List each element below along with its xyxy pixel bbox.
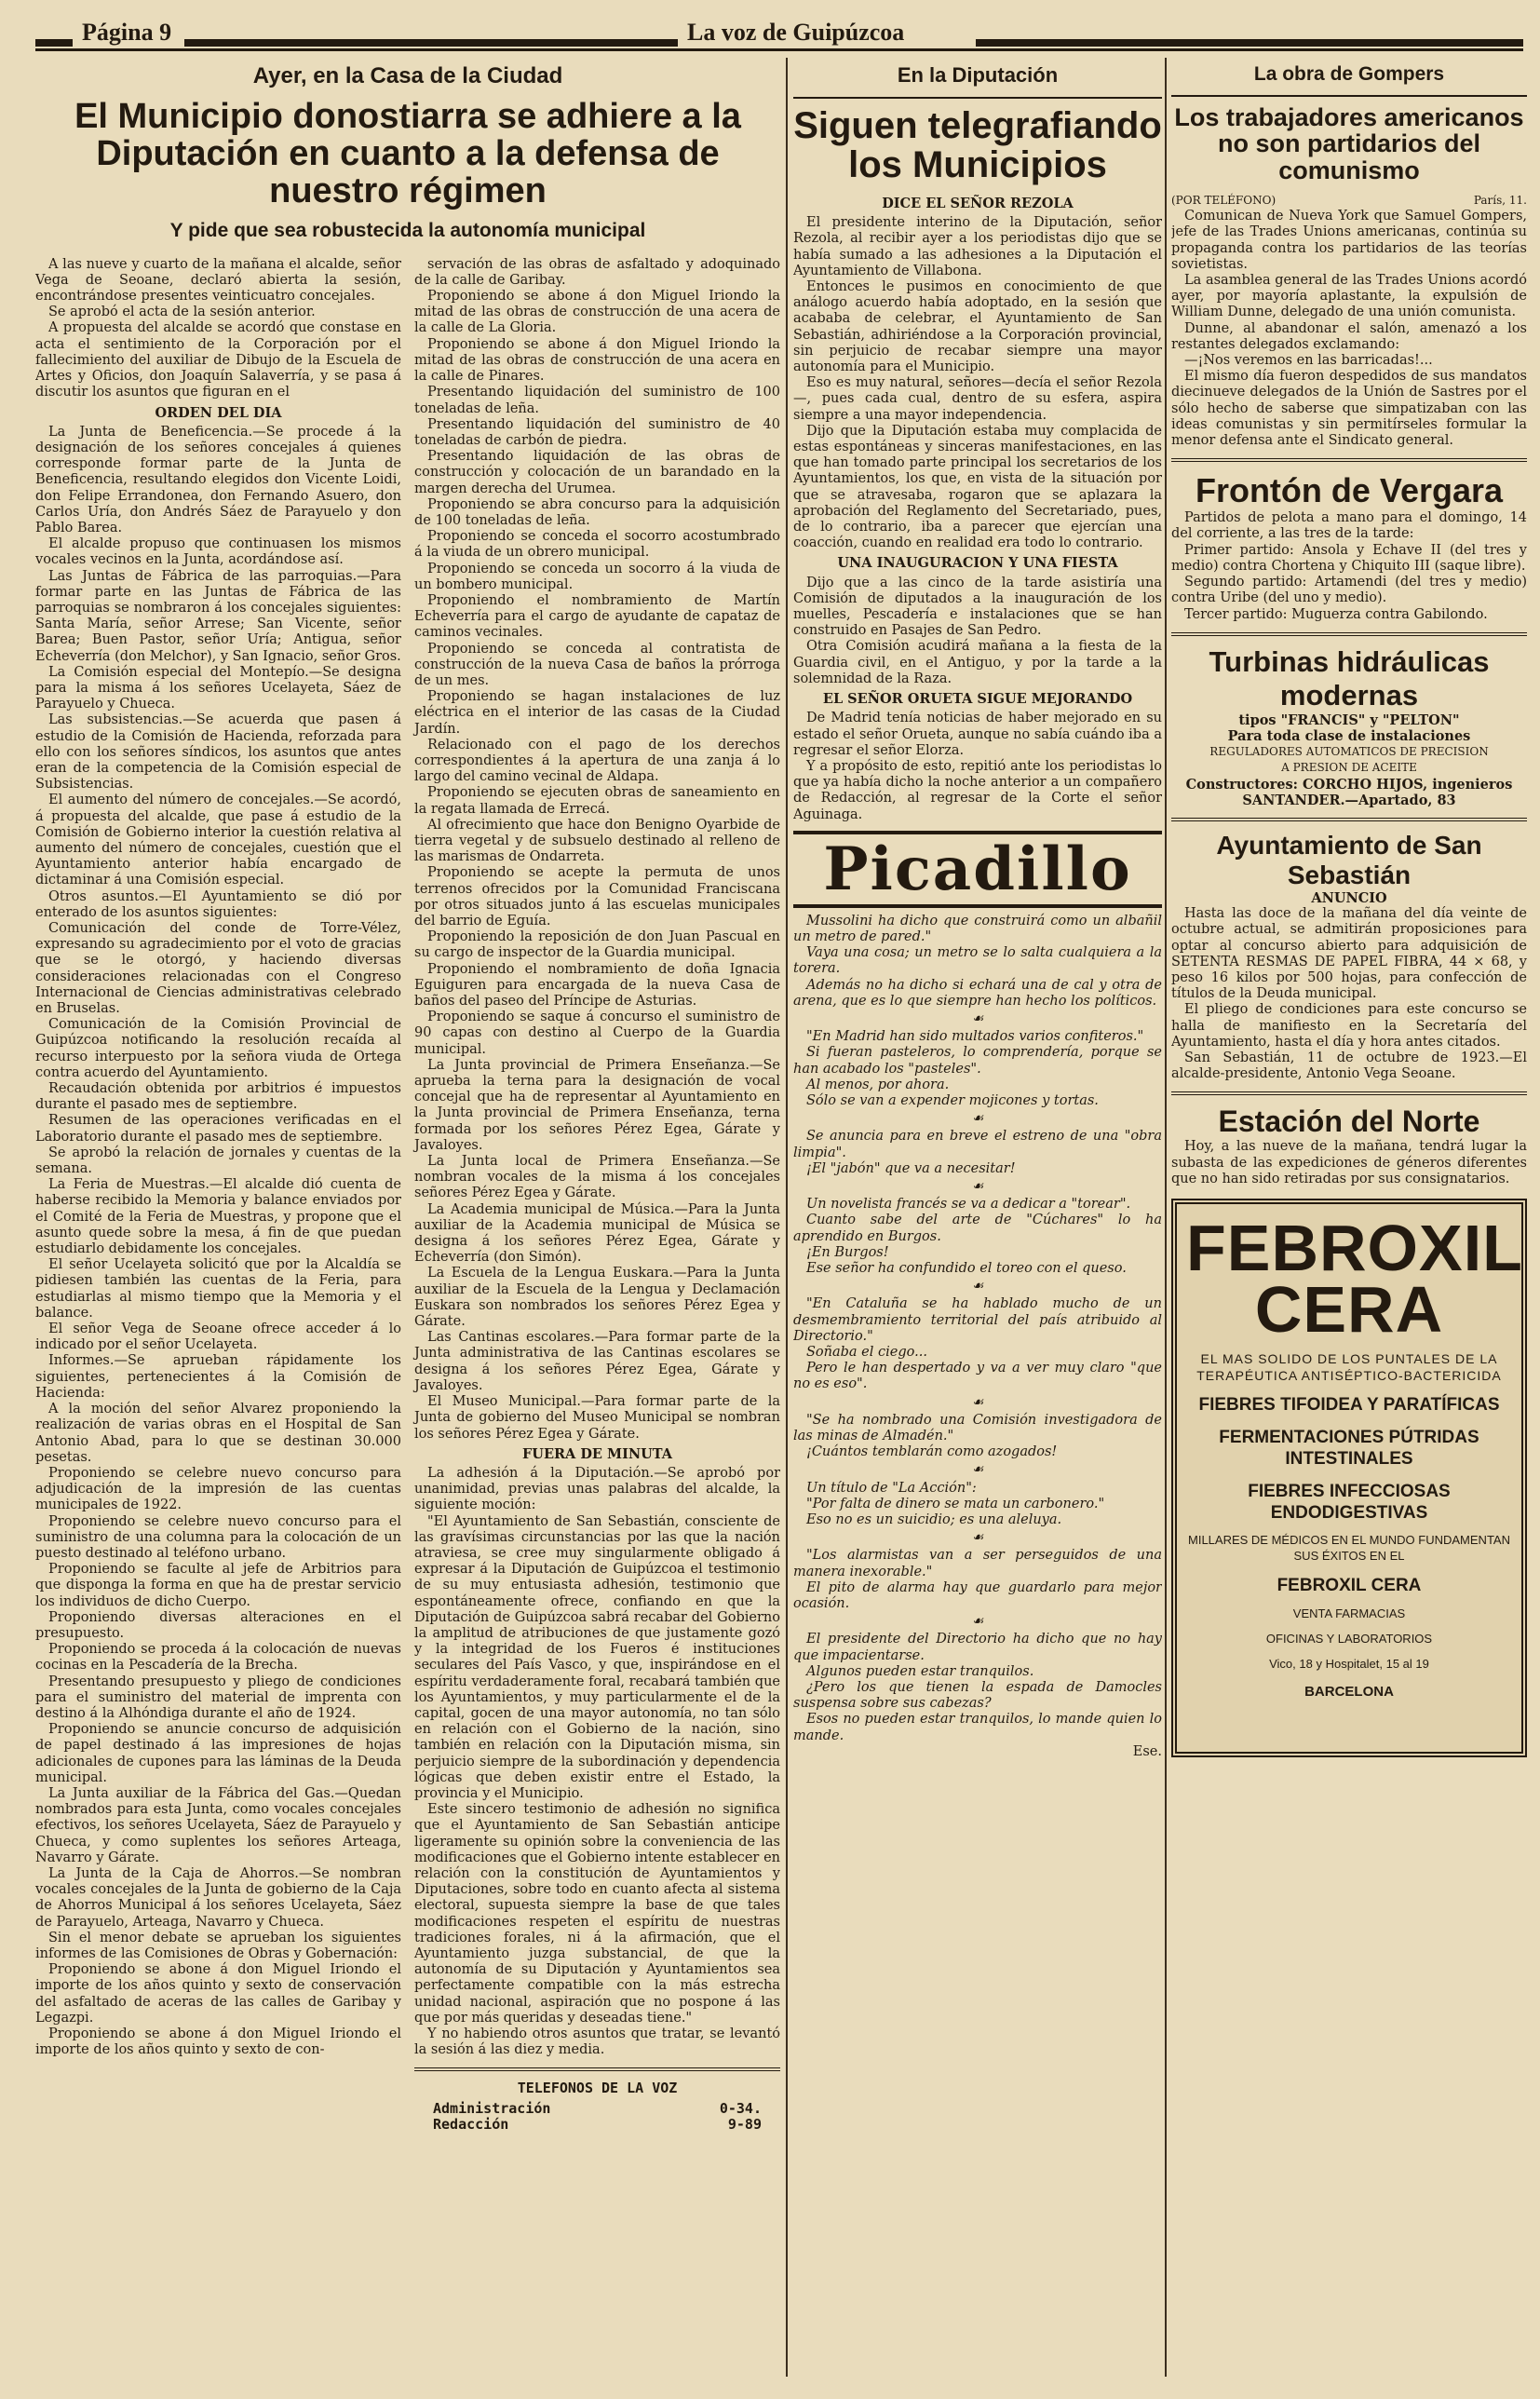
telefono-admin-label: Administración — [433, 2099, 551, 2117]
paragraph: San Sebastián, 11 de octubre de 1923.—El alcalde-presidente, Antonio Vega Seoane. — [1171, 1050, 1527, 1082]
ayuntamiento-notice — [1171, 906, 1527, 1082]
paragraph: Proponiendo se abone á don Miguel Iriondo la mitad de las obras de construcción de una acera en la calle de Pinares. — [414, 336, 780, 385]
paragraph: Proponiendo se abone á don Miguel Iriondo la mitad de las obras de construcción de una acera de la calle de La Gloria. — [414, 289, 780, 336]
paragraph: Comunicación de la Comisión Provincial de Guipúzcoa notificando la resolución recaída al recurso interpuesto por la señora viuda de Ortega contra acuerdo del Ayuntamiento. — [35, 1017, 401, 1080]
paragraph: Proponiendo se faculte al jefe de Arbitrios para que disponga la forma en que ha de prestar servicio los individuos de dicho Cuerpo. — [35, 1562, 401, 1609]
paragraph: Proponiendo se conceda al contratista de construcción de la nueva Casa de baños la prórroga de un mes. — [414, 641, 780, 688]
column-divider — [786, 58, 788, 2377]
paragraph: "En Madrid han sido multados varios confiteros." — [806, 1029, 1144, 1045]
paragraph: Hoy, a las nueve de la mañana, tendrá lugar la subasta de las expediciones de géneros diferentes que no han sido retiradas por sus consignatarios. — [1171, 1139, 1527, 1186]
febroxil-indication: FERMENTACIONES PÚTRIDAS INTESTINALES — [1219, 1428, 1479, 1469]
paragraph: Además no ha dicho si echará una de cal y otra de arena, que es lo que siempre han hecho los políticos. — [793, 977, 1162, 1009]
febroxil-description: EL MAS SOLIDO DE LOS PUNTALES DE LA TERAPÉUTICA ANTISÉPTICO-BACTERICIDA — [1196, 1350, 1502, 1384]
paragraph: "Se ha nombrado una Comisión investigadora de las minas de Almadén." — [793, 1412, 1162, 1444]
paragraph: Proponiendo se saque á concurso el suministro de 90 capas con destino al Cuerpo de la Guardia municipal. — [414, 1010, 780, 1057]
paragraph: "Por falta de dinero se mata un carbonero." — [806, 1496, 1105, 1511]
paragraph: Proponiendo se ejecuten obras de saneamiento en la regata llamada de Errecá. — [414, 785, 780, 817]
middle-column — [793, 58, 1162, 2377]
paragraph: Proponiendo el nombramiento de Martín Echeverría para el cargo de ayudante de capataz de caminos vecinales. — [414, 592, 780, 641]
paragraph: "El Ayuntamiento de San Sebastián, consciente de las gravísimas circunstancias por las que la nación atraviesa, se cree muy singularmente obligado á expresar á la Diputación de Guipúzcoa el testimonio de su muy entusiasta adhesión, testimonio que espontáneamente ofrece, confiando en que la Diputación de Guipúzcoa sabrá recabar del Gobierno la amplitud de atribuciones de que justamente gozó y la integridad de los Fueros é instituciones seculares del País Vasco, y que, inspirándose en el espíritu verdaderamente foral, recabará también que los Ayuntamientos, y muy particularmente el de la capital, gocen de una mayor autonomía, no tan sólo en relación con el Gobierno de la nación, sino también en relación con la Diputación misma, sin perjuicio siempre de la subordinación y dependencia lógicas que deben existir entre el Estado, la provincia y el Municipio. — [414, 1513, 780, 1801]
paragraph: Las Juntas de Fábrica de las parroquias.—Para formar parte en las Juntas de Fábrica de las parroquias se nombraron á los concejales siguientes: Santa María, señor Arrese; San Vicente, señor Barea; Buen Pastor, señor Uría; Antigua, señor Echeverría (don Melchor), y San Ignacio, señor Gros. — [35, 568, 401, 664]
paragraph: Sin el menor debate se aprueban los siguientes informes de las Comisiones de Obras y Gobernación: — [35, 1930, 401, 1961]
paragraph: Esos no pueden estar tranquilos, lo mande quien lo mande. — [793, 1712, 1162, 1743]
paragraph: Proponiendo se abone á don Miguel Iriondo el importe de los años quinto y sexto de con- — [35, 2026, 401, 2058]
paragraph: Eso no es un suicidio; es una aleluya. — [806, 1512, 1062, 1528]
section-title: La obra de Gompers — [1253, 63, 1445, 85]
paragraph: Presentando presupuesto y pliego de condiciones para el suministro del material de imprenta con destino á la Alhóndiga durante el año de 1924. — [35, 1674, 401, 1721]
paragraph: Y no habiendo otros asuntos que tratar, se levantó la sesión á las diez y media. — [414, 2026, 780, 2058]
paragraph: La Academia municipal de Música.—Para la Junta auxiliar de la Academia municipal de Música se designa á los señores Pérez Egea, Gárate y Echeverría (don Simón). — [414, 1201, 780, 1266]
paragraph: El pito de alarma hay que guardarlo para mejor ocasión. — [793, 1579, 1162, 1612]
paragraph: "En Cataluña se ha hablado mucho de un desmembramiento territorial del país atribuido al Directorio." — [793, 1296, 1162, 1344]
telefono-redaccion-label: Redacción — [433, 2115, 509, 2133]
subsection-heading: EL SEÑOR ORUETA SIGUE MEJORANDO — [822, 691, 1133, 708]
paragraph: Resumen de las operaciones verificadas en el Laboratorio durante el pasado mes de septiembre. — [35, 1113, 401, 1145]
paragraph: ¡En Burgos! — [806, 1244, 889, 1260]
paragraph: Proponiendo se abra concurso para la adquisición de 100 toneladas de leña. — [414, 496, 780, 528]
paragraph: Cuanto sabe del arte de "Cúchares" lo ha aprendido en Burgos. — [793, 1213, 1162, 1244]
gompers-headline: Los trabajadores americanos no son partidarios del comunismo — [1174, 103, 1524, 184]
turbinas-line: A PRESION DE ACEITE — [1281, 761, 1417, 775]
paragraph: A las nueve y cuarto de la mañana el alcalde, señor Vega de Seoane, declaró abierta la sesión, encontrándose presentes veinticuatro concejales. — [35, 256, 401, 305]
paragraph: Proponiendo se proceda á la colocación de nuevas cocinas en la Pescadería de la Brecha. — [35, 1642, 401, 1674]
publication-name: La voz de Guipúzcoa — [687, 19, 905, 46]
turbinas-title: Turbinas hidráulicas modernas — [1209, 644, 1490, 712]
ornament-icon: ☙ — [971, 1462, 984, 1478]
paragraph: Comunican de Nueva York que Samuel Gompers, jefe de las Trades Unions americanas, continúa su propaganda contra los partidarios de las teorías sovietistas. — [1171, 209, 1527, 272]
main-article — [35, 58, 780, 2377]
paragraph: La asamblea general de las Trades Unions acordó ayer, por mayoría aplastante, la expulsión de William Dunne, delegado de una unión comunista. — [1171, 273, 1527, 320]
paragraph: Algunos pueden estar tranquilos. — [806, 1663, 1034, 1679]
paragraph: Sólo se van a expender mojicones y tortas. — [806, 1092, 1099, 1108]
section-title: En la Diputación — [897, 63, 1059, 87]
paragraph: La Junta auxiliar de la Fábrica del Gas.—Quedan nombrados para esta Junta, como vocales concejales efectivos, los señores Ucelayeta, Sáez de Parayuelo y Chueca, y como suplentes los señores Arteaga, Navarro y Gárate. — [35, 1785, 401, 1865]
paragraph: Informes.—Se aprueban rápidamente los siguientes, pertenecientes á la Comisión de Hacienda: — [35, 1353, 401, 1401]
ornament-icon: ☙ — [971, 1394, 984, 1410]
paragraph: De Madrid tenía noticias de haber mejorado en su estado el señor Orueta, aunque no sabía cuándo iba a regresar el señor Elorza. — [793, 711, 1162, 758]
febroxil-city: BARCELONA — [1304, 1683, 1394, 1700]
paragraph: Proponiendo se abone á don Miguel Iriondo el importe de los años quinto y sexto de conservación del asfaltado de aceras de las calles de Garibay y Legazpi. — [35, 1962, 401, 2026]
paragraph: La Junta de Beneficencia.—Se procede á la designación de los señores concejales á quienes corresponde formar parte de la Junta de Beneficencia, resultando elegidos don Vicente Loidi, don Felipe Errandonea, don Fernando Asuero, don Carlos Uría, don Andrés Sáez de Parayuelo y don Pablo Barea. — [35, 424, 401, 535]
paragraph: A propuesta del alcalde se acordó que constase en acta el sentimiento de la Corporación por el fallecimiento del auxiliar de Dibujo de la Escuela de Artes y Oficios, don Joaquín Salaverría, y se pasa á discutir los asuntos que figuran en el — [35, 320, 401, 400]
paragraph: Las subsistencias.—Se acuerda que pasen á estudio de la Comisión de Hacienda, reforzada para ello con los señores síndicos, los asuntos que antes eran de la competencia de la Comisión especial de Subsistencias. — [35, 712, 401, 793]
paragraph: Las Cantinas escolares.—Para formar parte de la Junta administrativa de las Cantinas escolares se designa á los señores Pérez Egea, Gárate y Javaloyes. — [414, 1330, 780, 1393]
paragraph: Proponiendo se conceda el socorro acostumbrado á la viuda de un obrero municipal. — [414, 529, 780, 561]
paragraph: Relacionado con el pago de los derechos correspondientes á la apertura de una zanja á lo largo del camino vecinal de Aldapa. — [414, 737, 780, 785]
paragraph: La Feria de Muestras.—El alcalde dió cuenta de haberse recibido la Memoria y balance enviados por el Comité de la Feria de Muestras, y propone que el asunto quede sobre la mesa, á fin de que puedan estudiarlo debidamente los concejales. — [35, 1177, 401, 1257]
dateline-place: París, 11. — [1473, 194, 1527, 208]
paragraph: Se aprobó la relación de jornales y cuentas de la semana. — [35, 1145, 401, 1177]
picadillo-signature: Ese. — [1132, 1743, 1162, 1759]
paragraph: Entonces le pusimos en conocimiento de que análogo acuerdo había adoptado, en la sesión que acababa de celebrar, el Ayuntamiento de San Sebastián, adhiriéndose a la Corporación provincial, sin perjuicio de recabar siempre una mayor autonomía para el Municipio. — [793, 279, 1162, 375]
paragraph: Al menos, por ahora. — [806, 1077, 950, 1092]
paragraph: Y a propósito de esto, repitió ante los periodistas lo que ya había dicho la noche anterior a un compañero de Redacción, al regresar de la Corte el señor Aguinaga. — [793, 758, 1162, 822]
paragraph: Tercer partido: Muguerza contra Gabilondo. — [1184, 606, 1488, 622]
telefonos-title: TELEFONOS DE LA VOZ — [517, 2080, 678, 2097]
febroxil-offices: OFICINAS Y LABORATORIOS — [1265, 1631, 1433, 1646]
masthead — [35, 17, 1523, 51]
estacion-notice — [1171, 1139, 1527, 1187]
paragraph: El señor Ucelayeta solicitó que por la Alcaldía se pidiesen también las cuentas de la Feria, para estudiarlas al mismo tiempo que la Memoria y el balance. — [35, 1257, 401, 1321]
paragraph: El presidente del Directorio ha dicho que no hay que impacientarse. — [793, 1632, 1162, 1663]
paragraph: Segundo partido: Artamendi (del tres y medio) contra Uribe (del uno y medio). — [1171, 575, 1527, 606]
subheadline: Y pide que sea robustecida la autonomía municipal — [169, 219, 646, 241]
paragraph: La Junta local de Primera Enseñanza.—Se nombran vocales de la misma á los concejales señores Pérez Egea y Gárate. — [414, 1154, 780, 1201]
paragraph: Presentando liquidación del suministro de 100 toneladas de leña. — [414, 385, 780, 416]
fronton-title: Frontón de Vergara — [1195, 471, 1504, 510]
paragraph: Dijo que la Diputación estaba muy complacida de estas espontáneas y sinceras manifestaciones, en las que han tomado parte principal los secretarios de los Ayuntamientos, los que, en vista de la situación por que se atravesaba, rogaron que se aplazara la aprobación del Reglamento del Secretariado, pues, de lo contrario, iba a parecer que ejercían una coacción, cuando en realidad era todo lo contrario. — [793, 423, 1162, 551]
gompers-article — [1171, 209, 1527, 449]
paragraph: Comunicación del conde de Torre-Vélez, expresando su agradecimiento por el voto de gracias que se le otorgó, y haciendo diversas consideraciones relacionadas con el Congreso Internacional de Ciencias administrativas celebrado en Bruselas. — [35, 921, 401, 1017]
paragraph: Mussolini ha dicho que construirá como un albañil un metro de pared." — [793, 913, 1162, 944]
paragraph: Dijo que a las cinco de la tarde asistiría una Comisión de diputados a la inauguración de los muelles, Pescadería e instalaciones que se han construido en Pasajes de San Pedro. — [793, 575, 1162, 639]
page-number: Página 9 — [82, 19, 172, 46]
paragraph: El alcalde propuso que continuasen los mismos vocales vecinos en la Junta, acordándose así. — [35, 536, 401, 568]
ornament-icon: ☙ — [971, 1010, 984, 1026]
paragraph: El Museo Municipal.—Para formar parte de la Junta de gobierno del Museo Municipal se nombran los señores Pérez Egea y Gárate. — [414, 1394, 780, 1442]
turbinas-line: REGULADORES AUTOMATICOS DE PRECISION — [1209, 745, 1489, 759]
right-column — [1171, 58, 1527, 2377]
paragraph: Proponiendo el nombramiento de doña Ignacia Eguiguren para encargada de la nueva Casa de baños del paseo del Príncipe de Asturias. — [414, 961, 780, 1010]
paragraph: La Junta de la Caja de Ahorros.—Se nombran vocales concejales de la Junta de gobierno de la Caja de Ahorros Municipal á los señores Ucelayeta, Sáez de Parayuelo, Arteaga, Navarro y Chueca. — [35, 1865, 401, 1930]
paragraph: Hasta las doce de la mañana del día veinte de octubre actual, se admitirán proposiciones para optar al concurso abierto para adquisición de SETENTA RESMAS DE PAPEL FIBRA, 44 × 68, y peso 16 kilos por 500 hojas, para confección de títulos de la Deuda municipal. — [1171, 906, 1527, 1002]
paragraph: Proponiendo se conceda un socorro á la viuda de un bombero municipal. — [414, 561, 780, 592]
turbinas-line: Para toda clase de instalaciones — [1227, 727, 1471, 744]
paragraph: Soñaba el ciego... — [806, 1345, 927, 1360]
paragraph: Partidos de pelota a mano para el domingo, 14 del corriente, a las tres de la tarde: — [1171, 510, 1527, 542]
picadillo-title: Picadillo — [793, 831, 1162, 908]
paragraph: El presidente interino de la Diputación, señor Rezola, al recibir ayer a los periodistas dijo que se había sumado a las adhesiones a la Diputación el Ayuntamiento de Villabona. — [793, 215, 1162, 278]
paragraph: "Los alarmistas van a ser perseguidos de una manera inexorable." — [793, 1548, 1162, 1579]
paragraph: Proponiendo se anuncie concurso de adquisición de papel destinado á las impresiones de hojas adicionales de cupones para las láminas de la Deuda municipal. — [35, 1722, 401, 1785]
subsection-heading: UNA INAUGURACION Y UNA FIESTA — [837, 555, 1118, 572]
paragraph: Ese señor ha confundido el toreo con el queso. — [806, 1260, 1127, 1276]
paragraph: Primer partido: Ansola y Echave II (del tres y medio) contra Chortena y Chiquito III (saque libre). — [1171, 542, 1527, 574]
paragraph: Recaudación obtenida por arbitrios é impuestos durante el pasado mes de septiembre. — [35, 1081, 401, 1113]
paragraph: Presentando liquidación de las obras de construcción y colocación de un barandado en la margen derecha del Urumea. — [414, 449, 780, 496]
picadillo-column — [793, 914, 1162, 1744]
paragraph: El aumento del número de concejales.—Se acordó, á propuesta del alcalde, que pase á estudio de la Comisión de Gobierno interior la cuestión relativa al aumento del número de concejales, cuestión que el Ayuntamiento anterior había encargado de dictaminar á una Comisión especial. — [35, 793, 401, 888]
article-column-a — [35, 257, 401, 2133]
paragraph: Otra Comisión acudirá mañana a la fiesta de la Guardia civil, en el Antiguo, y por la tarde a la solemnidad de la Raza. — [793, 639, 1162, 686]
telefono-admin-number: 0-34. — [719, 2099, 762, 2117]
paragraph: Proponiendo se hagan instalaciones de luz eléctrica en el interior de las casas de la Ciudad Jardín. — [414, 689, 780, 737]
paragraph: Si fueran pasteleros, lo comprendería, porque se han acabado los "pasteles". — [793, 1045, 1162, 1077]
paragraph: El señor Vega de Seoane ofrece acceder á lo indicado por el señor Ucelayeta. — [35, 1321, 401, 1353]
fronton-notice — [1171, 510, 1527, 622]
febroxil-brand-cera: CERA — [1254, 1273, 1444, 1347]
paragraph: Este sincero testimonio de adhesión no significa que el Ayuntamiento de San Sebastián anticipe ligeramente su opinión sobre la conveniencia de las modificaciones que el Gobierno intente establecer en relación con la constitución de Ayuntamientos y Diputaciones, sobre todo en cuanto afecta al sistema electoral, supuesta siempre la base de que tales modificaciones respeten el espíritu de nuestras tradiciones forales, ni á la afirmación, que el Ayuntamiento juzga substancial, de que la autonomía de su Diputación y Ayuntamientos sea perfectamente compatible con la más estrecha unidad nacional, aspiración que no pospone á las que por más queridas y deseadas tiene." — [414, 1802, 780, 2026]
paragraph: Proponiendo se celebre nuevo concurso para el suministro de una columna para la colocación de un puesto destinado al teléfono urbano. — [35, 1513, 401, 1561]
paragraph: Otros asuntos.—El Ayuntamiento se dió por enterado de los asuntos siguientes: — [35, 888, 401, 920]
turbinas-types: tipos "FRANCIS" y "PELTON" — [1238, 712, 1460, 728]
febroxil-address: Vico, 18 y Hospitalet, 15 al 19 — [1269, 1656, 1429, 1671]
telefono-redaccion-number: 9-89 — [727, 2115, 762, 2133]
paragraph: servación de las obras de asfaltado y adoquinado de la calle de Garibay. — [414, 256, 780, 288]
ornament-icon: ☙ — [971, 1530, 984, 1546]
paragraph: Se aprobó el acta de la sesión anterior. — [48, 305, 316, 320]
subsection-heading: ORDEN DEL DIA — [155, 404, 282, 421]
ornament-icon: ☙ — [971, 1279, 984, 1294]
paragraph: El mismo día fueron despedidos de sus mandatos diecinueve delegados de la Unión de Sastres por el sólo hecho de saberse que simpatizaban con las ideas comunistas y sin permitírseles formular la menor defensa ante el Sindicato general. — [1171, 369, 1527, 449]
section-title: Ayer, en la Casa de la Ciudad — [252, 63, 563, 88]
paragraph: —¡Nos veremos en las barricadas!... — [1184, 353, 1433, 369]
febroxil-brand: FEBROXIL — [1186, 1211, 1523, 1284]
paragraph: A la moción del señor Alvarez proponiendo la realización de varias obras en el Hospital de San Antonio Abad, para lo que se destinan 30.000 pesetas. — [35, 1402, 401, 1465]
paragraph: Vaya una cosa; un metro se lo salta cualquiera a la torera. — [793, 945, 1162, 977]
paragraph: Proponiendo se celebre nuevo concurso para adjudicación de la impresión de las cuentas municipales de 1922. — [35, 1465, 401, 1513]
diputacion-article — [793, 196, 1162, 823]
turbinas-line: Constructores: CORCHO HIJOS, ingenieros — [1185, 776, 1513, 793]
paragraph: La Junta provincial de Primera Enseñanza.—Se aprueba la terna para la designación de vocal concejal que ha de representar al Ayuntamiento en la Junta provincial de Primera Enseñanza, terna formada por los señores Pérez Egea, Gárate y Javaloyes. — [414, 1057, 780, 1153]
paragraph: Se anuncia para en breve el estreno de una "obra limpia". — [793, 1129, 1162, 1160]
column-divider — [1165, 58, 1167, 2377]
subsection-heading: DICE EL SEÑOR REZOLA — [882, 196, 1074, 211]
subsection-heading: FUERA DE MINUTA — [522, 1445, 672, 1462]
febroxil-sales: VENTA FARMACIAS — [1292, 1606, 1406, 1620]
paragraph: La Escuela de la Lengua Euskara.—Para la Junta auxiliar de la Escuela de la Lengua y Declamación Euskara son nombrados los señores Pérez Egea y Gárate. — [414, 1266, 780, 1330]
paragraph: ¡Cuántos temblarán como azogados! — [806, 1444, 1058, 1460]
paragraph: Dunne, al abandonar el salón, amenazó a los restantes delegados exclamando: — [1171, 320, 1527, 352]
paragraph: Un novelista francés se va a dedicar a "torear". — [806, 1197, 1131, 1213]
paragraph: Proponiendo diversas alteraciones en el presupuesto. — [35, 1609, 401, 1641]
paragraph: El pliego de condiciones para este concurso se halla de manifiesto en la Secretaría del Ayuntamiento, hasta el día y hora antes citados. — [1171, 1002, 1527, 1050]
febroxil-name: FEBROXIL CERA — [1277, 1576, 1422, 1596]
paragraph: ¡El "jabón" que va a necesitar! — [806, 1160, 1016, 1176]
paragraph: Proponiendo se acepte la permuta de unos terrenos ofrecidos por la Comunidad Franciscana por otros situados junto á las escuelas municipales del barrio de Eguía. — [414, 865, 780, 928]
ornament-icon: ☙ — [971, 1178, 984, 1194]
paragraph: Eso es muy natural, señores—decía el señor Rezola—, pues cada cual, dentro de su esfera, aspira siempre a una mayor independencia. — [793, 375, 1162, 423]
article-column-b — [414, 257, 780, 2133]
ayuntamiento-label: ANUNCIO — [1311, 889, 1387, 906]
main-headline: El Municipio donostiarra se adhiere a la Diputación en cuanto a la defensa de nuestro régimen — [74, 97, 741, 210]
febroxil-claim: MILLARES DE MÉDICOS EN EL MUNDO FUNDAMENTAN SUS ÉXITOS EN EL — [1188, 1533, 1510, 1564]
paragraph: La Comisión especial del Montepío.—Se designa para la misma á los señores Ucelayeta, Sáez de Parayuelo y Chueca. — [35, 664, 401, 712]
paragraph: Un título de "La Acción": — [806, 1480, 977, 1496]
paragraph: ¿Pero los que tienen la espada de Damocles suspensa sobre sus cabezas? — [793, 1680, 1162, 1712]
febroxil-advertisement — [1171, 1199, 1527, 1757]
estacion-title: Estación del Norte — [1218, 1105, 1480, 1139]
paragraph: La adhesión á la Diputación.—Se aprobó por unanimidad, previas unas palabras del alcalde, la siguiente moción: — [414, 1465, 780, 1513]
turbinas-line: SANTANDER.—Apartado, 83 — [1242, 792, 1456, 808]
paragraph: Presentando liquidación del suministro de 40 toneladas de carbón de piedra. — [414, 416, 780, 448]
paragraph: Al ofrecimiento que hace don Benigno Oyarbide de tierra vegetal y de subsuelo destinado al relleno de las marismas de Ondarreta. — [414, 817, 780, 865]
febroxil-indication: FIEBRES INFECCIOSAS ENDODIGESTIVAS — [1248, 1481, 1451, 1523]
paragraph: Pero le han despertado y va a ver muy claro "que no es eso". — [793, 1361, 1162, 1392]
paragraph: Proponiendo la reposición de don Juan Pascual en su cargo de inspector de la Guardia municipal. — [414, 929, 780, 961]
ornament-icon: ☙ — [971, 1614, 984, 1630]
ayuntamiento-title: Ayuntamiento de San Sebastián — [1216, 830, 1482, 889]
dateline-source: (POR TELÉFONO) — [1171, 194, 1277, 208]
febroxil-indication: FIEBRES TIFOIDEA Y PARATÍFICAS — [1198, 1395, 1500, 1416]
ornament-icon: ☙ — [971, 1111, 984, 1127]
diputacion-headline: Siguen telegrafiando los Municipios — [793, 105, 1162, 185]
